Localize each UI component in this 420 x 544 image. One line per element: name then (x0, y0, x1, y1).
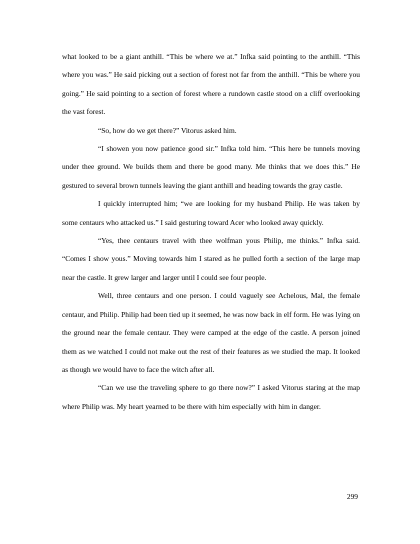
paragraph-6: Well, three centaurs and one person. I could vaguely see Achelous, Mal, the female centaur, and Philip. Philip had been tied up it seemed, he was now back in elf form. He was lying on the ground near the female centaur. They were camped at the edge of the castle. A person joined them as we watched I could not make out the rest of their features as we studied the map. It looked as though we would have to face the witch after all. (62, 291, 360, 374)
paragraph-5: “Yes, thee centaurs travel with thee wolfman yous Philip, me thinks.” Infka said. “Comes I show yous.” Moving towards him I stared as he pulled forth a section of the large map near the castle. It grew larger and larger until I could see four people. (62, 236, 360, 282)
paragraph-3: “I showen you now patience good sir.” Infka told him. “This here be tunnels moving under thee ground. We builds them and there be good many. Me thinks that we does this.” He gestured to several brown tunnels leaving the giant anthill and heading towards the gray castle. (62, 144, 360, 190)
paragraph-7: “Can we use the traveling sphere to go there now?” I asked Vitorus staring at the map where Philip was. My heart yearned to be there with him especially with him in danger. (62, 383, 360, 411)
page-body-text (62, 48, 360, 416)
paragraph-4: I quickly interrupted him; “we are looking for my husband Philip. He was taken by some centaurs who attacked us.” I said gesturing toward Acer who looked away quickly. (62, 199, 360, 227)
page-number: 299 (346, 492, 358, 501)
paragraph-1: what looked to be a giant anthill. “This be where we at.” Infka said pointing to the anthill. “This where you was.” He said picking out a section of forest not far from the anthill. “This be where you going.” He said pointing to a section of forest where a rundown castle stood on a cliff overlooking the vast forest. (62, 52, 360, 117)
paragraph-2: “So, how do we get there?” Vitorus asked him. (98, 125, 237, 135)
